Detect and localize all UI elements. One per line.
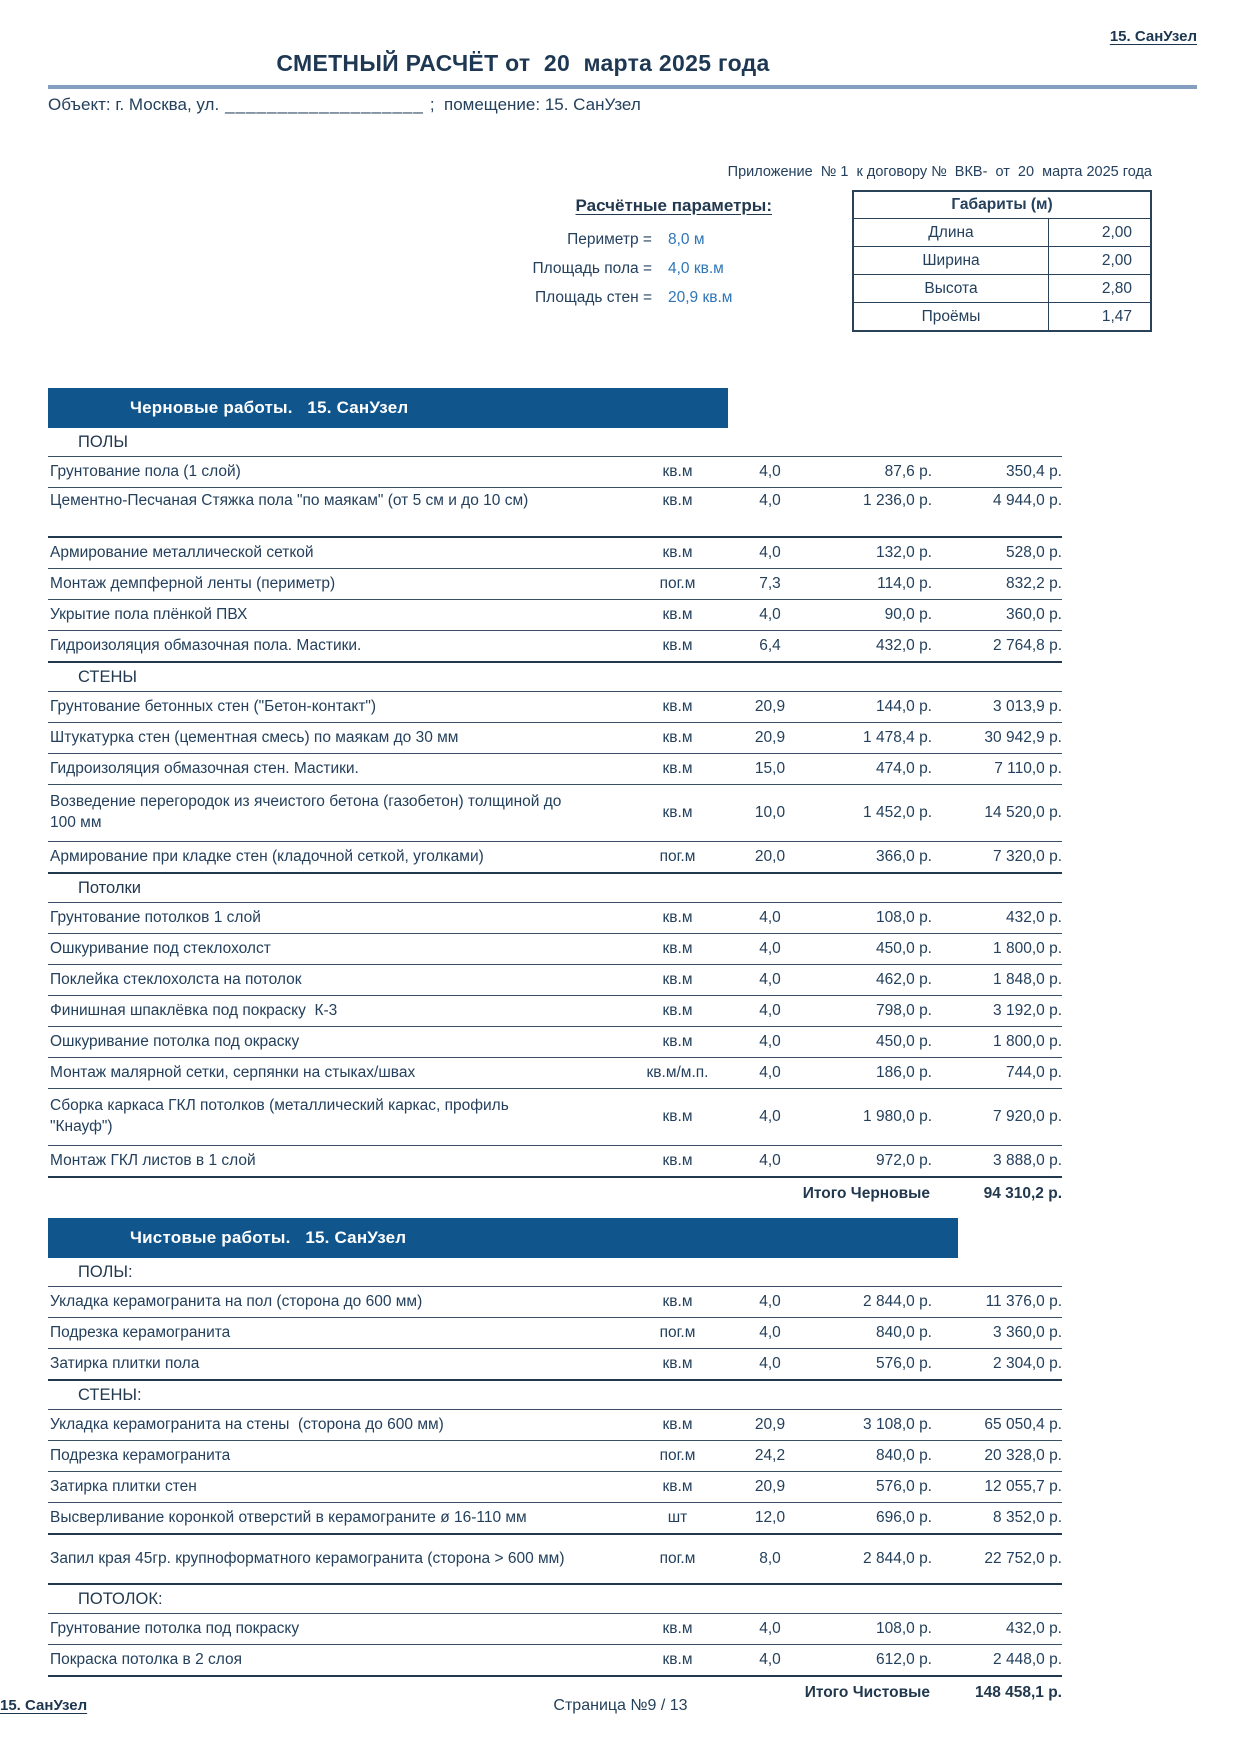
row-description: Затирка плитки стен xyxy=(50,1478,197,1495)
calc-params-heading: Расчётные параметры: xyxy=(575,196,772,215)
page-number: Страница №9 / 13 xyxy=(553,1697,688,1714)
estimate-row xyxy=(48,692,1062,723)
row-total: 4 944,0 р. xyxy=(993,492,1062,509)
row-unit-price: 108,0 р. xyxy=(875,909,932,926)
row-quantity: 6,4 xyxy=(759,637,781,654)
row-total: 65 050,4 р. xyxy=(984,1416,1062,1433)
row-unit: кв.м xyxy=(662,1002,693,1019)
row-unit: кв.м xyxy=(662,804,693,821)
estimate-row xyxy=(48,996,1062,1027)
row-description: Затирка плитки пола xyxy=(50,1355,200,1372)
row-unit: кв.м xyxy=(662,1355,693,1372)
group-header: СТЕНЫ: xyxy=(48,1381,1062,1410)
row-quantity: 4,0 xyxy=(759,1293,781,1310)
section-total-label: Итого Черновые xyxy=(802,1185,930,1202)
row-unit: пог.м xyxy=(659,575,696,592)
row-total: 528,0 р. xyxy=(1005,544,1062,561)
dimension-label: Высота xyxy=(854,275,1049,302)
estimate-row xyxy=(48,1318,1062,1349)
row-description: Сборка каркаса ГКЛ потолков (металлический каркас, профиль "Кнауф") xyxy=(50,1097,509,1135)
row-unit-price: 108,0 р. xyxy=(875,1620,932,1637)
row-description: Грунтование пола (1 слой) xyxy=(50,463,241,480)
dimension-value: 2,00 xyxy=(1101,224,1132,241)
row-description: Гидроизоляция обмазочная стен. Мастики. xyxy=(50,760,359,777)
section-total-row xyxy=(48,1178,1062,1210)
row-quantity: 4,0 xyxy=(759,1002,781,1019)
row-quantity: 4,0 xyxy=(759,1064,781,1081)
estimate-row xyxy=(48,965,1062,996)
row-unit-price: 450,0 р. xyxy=(875,940,932,957)
estimate-row xyxy=(48,903,1062,934)
row-description: Подрезка керамогранита xyxy=(50,1447,231,1464)
row-description: Грунтование потолков 1 слой xyxy=(50,909,261,926)
dimension-label: Проёмы xyxy=(854,303,1049,330)
estimate-row xyxy=(48,1349,1062,1381)
row-quantity: 20,9 xyxy=(754,729,786,746)
row-unit: кв.м xyxy=(662,1620,693,1637)
section-banner: Чистовые работы. 15. СанУзел xyxy=(48,1218,958,1258)
estimate-row xyxy=(48,1058,1062,1089)
row-quantity: 4,0 xyxy=(759,1108,781,1125)
calc-param-row xyxy=(440,254,772,283)
estimate-row xyxy=(48,1146,1062,1178)
row-unit-price: 696,0 р. xyxy=(875,1509,932,1526)
row-description: Высверливание коронкой отверстий в керамограните ø 16-110 мм xyxy=(50,1509,527,1526)
object-label: Объект: г. Москва, ул. xyxy=(48,95,220,114)
estimate-row xyxy=(48,1614,1062,1645)
estimate-row xyxy=(48,934,1062,965)
row-unit-price: 798,0 р. xyxy=(875,1002,932,1019)
group-header: СТЕНЫ xyxy=(48,663,1062,692)
dimensions-table xyxy=(852,190,1152,332)
dimension-label: Длина xyxy=(854,219,1049,246)
row-total: 3 888,0 р. xyxy=(993,1152,1062,1169)
page-title: СМЕТНЫЙ РАСЧЁТ от 20 марта 2025 года xyxy=(276,50,770,76)
row-total: 7 110,0 р. xyxy=(994,760,1062,777)
row-quantity: 4,0 xyxy=(759,909,781,926)
row-unit: кв.м xyxy=(662,1416,693,1433)
section-banner: Черновые работы. 15. СанУзел xyxy=(48,388,728,428)
document-tag-top: 15. СанУзел xyxy=(1109,28,1197,45)
dimensions-table-body xyxy=(854,219,1150,330)
row-unit: кв.м xyxy=(662,1293,693,1310)
row-description: Подрезка керамогранита xyxy=(50,1324,231,1341)
estimate-row xyxy=(48,569,1062,600)
row-total: 2 304,0 р. xyxy=(993,1355,1062,1372)
row-description: Укладка керамогранита на стены (сторона до 600 мм) xyxy=(50,1416,444,1433)
section-total-value: 94 310,2 р. xyxy=(983,1185,1062,1202)
calc-param-row xyxy=(440,225,772,254)
estimate-row xyxy=(48,785,1062,842)
estimate-row xyxy=(48,538,1062,569)
row-unit-price: 576,0 р. xyxy=(875,1355,932,1372)
row-unit: кв.м xyxy=(662,1108,693,1125)
row-unit-price: 186,0 р. xyxy=(875,1064,932,1081)
dimension-value: 1,47 xyxy=(1101,308,1132,325)
row-unit: кв.м xyxy=(662,940,693,957)
estimate-row xyxy=(48,1410,1062,1441)
row-total: 3 013,9 р. xyxy=(993,698,1062,715)
estimate-row xyxy=(48,631,1062,663)
row-quantity: 4,0 xyxy=(759,1651,781,1668)
row-description: Возведение перегородок из ячеистого бетона (газобетон) толщиной до 100 мм xyxy=(50,793,562,831)
row-quantity: 4,0 xyxy=(759,971,781,988)
estimate-row xyxy=(48,754,1062,785)
row-quantity: 20,9 xyxy=(754,698,786,715)
row-description: Грунтование потолка под покраску xyxy=(50,1620,300,1637)
row-quantity: 4,0 xyxy=(759,940,781,957)
row-unit-price: 87,6 р. xyxy=(884,463,932,480)
row-description: Ошкуривание под стеклохолст xyxy=(50,940,271,957)
row-unit: кв.м xyxy=(662,760,693,777)
row-total: 832,2 р. xyxy=(1005,575,1062,592)
dimension-row xyxy=(854,303,1150,330)
row-unit: кв.м xyxy=(662,729,693,746)
dimension-row xyxy=(854,219,1150,247)
row-quantity: 20,9 xyxy=(754,1416,786,1433)
dimension-row xyxy=(854,247,1150,275)
row-unit: кв.м xyxy=(662,909,693,926)
row-quantity: 4,0 xyxy=(759,1355,781,1372)
object-line xyxy=(48,95,641,115)
estimate-row xyxy=(48,488,1062,538)
row-unit-price: 474,0 р. xyxy=(875,760,932,777)
row-description: Монтаж ГКЛ листов в 1 слой xyxy=(50,1152,256,1169)
row-description: Поклейка стеклохолста на потолок xyxy=(50,971,302,988)
row-total: 1 800,0 р. xyxy=(993,940,1062,957)
row-description: Покраска потолка в 2 слоя xyxy=(50,1651,243,1668)
estimate-row xyxy=(48,457,1062,488)
row-unit: пог.м xyxy=(659,1324,696,1341)
row-quantity: 4,0 xyxy=(759,1033,781,1050)
estimate-row xyxy=(48,1645,1062,1677)
calc-param-row xyxy=(440,283,772,312)
row-unit-price: 462,0 р. xyxy=(875,971,932,988)
row-total: 2 448,0 р. xyxy=(993,1651,1062,1668)
row-unit-price: 576,0 р. xyxy=(875,1478,932,1495)
row-description: Гидроизоляция обмазочная пола. Мастики. xyxy=(50,637,362,654)
calc-params xyxy=(440,196,772,312)
row-unit: пог.м xyxy=(659,848,696,865)
row-unit: кв.м xyxy=(662,971,693,988)
row-unit-price: 1 236,0 р. xyxy=(863,492,932,509)
row-unit-price: 840,0 р. xyxy=(875,1324,932,1341)
estimate-row xyxy=(48,842,1062,874)
row-total: 744,0 р. xyxy=(1005,1064,1062,1081)
row-unit: кв.м/м.п. xyxy=(646,1064,709,1081)
row-total: 7 920,0 р. xyxy=(993,1108,1062,1125)
dimensions-table-header: Габариты (м) xyxy=(854,192,1150,219)
row-unit: кв.м xyxy=(662,1033,693,1050)
row-description: Армирование металлической сеткой xyxy=(50,544,314,561)
row-unit-price: 612,0 р. xyxy=(875,1651,932,1668)
row-unit: шт xyxy=(667,1509,688,1526)
row-quantity: 4,0 xyxy=(759,1620,781,1637)
row-unit-price: 432,0 р. xyxy=(875,637,932,654)
estimate-row xyxy=(48,1287,1062,1318)
row-quantity: 20,9 xyxy=(754,1478,786,1495)
estimate-row xyxy=(48,1535,1062,1585)
row-unit: кв.м xyxy=(662,698,693,715)
row-unit-price: 2 844,0 р. xyxy=(863,1550,932,1567)
row-description: Монтаж демпферной ленты (периметр) xyxy=(50,575,336,592)
row-description: Запил края 45гр. крупноформатного керамогранита (сторона > 600 мм) xyxy=(50,1550,565,1567)
row-quantity: 4,0 xyxy=(759,544,781,561)
row-unit-price: 114,0 р. xyxy=(877,575,932,592)
row-unit: кв.м xyxy=(662,1651,693,1668)
param-value: 20,9 кв.м xyxy=(668,289,733,306)
row-unit-price: 1 980,0 р. xyxy=(863,1108,932,1125)
row-unit-price: 90,0 р. xyxy=(884,606,932,623)
row-quantity: 20,0 xyxy=(754,848,786,865)
row-description: Цементно-Песчаная Стяжка пола "по маякам" (от 5 см и до 10 см) xyxy=(50,492,529,509)
row-unit: кв.м xyxy=(662,544,693,561)
row-quantity: 4,0 xyxy=(759,1324,781,1341)
document-tag-bottom: 15. СанУзел xyxy=(0,1697,88,1714)
row-description: Штукатурка стен (цементная смесь) по маякам до 30 мм xyxy=(50,729,459,746)
row-unit: кв.м xyxy=(662,606,693,623)
row-description: Монтаж малярной сетки, серпянки на стыках/швах xyxy=(50,1064,416,1081)
section-total-value: 148 458,1 р. xyxy=(974,1684,1062,1701)
row-total: 3 192,0 р. xyxy=(993,1002,1062,1019)
row-description: Грунтование бетонных стен ("Бетон-контакт") xyxy=(50,698,377,715)
row-unit: кв.м xyxy=(662,492,693,509)
estimate-tables xyxy=(48,388,1062,1709)
estimate-row xyxy=(48,1027,1062,1058)
row-total: 3 360,0 р. xyxy=(993,1324,1062,1341)
group-header: ПОТОЛОК: xyxy=(48,1585,1062,1614)
row-unit-price: 2 844,0 р. xyxy=(863,1293,932,1310)
row-unit-price: 132,0 р. xyxy=(875,544,932,561)
estimate-row xyxy=(48,1089,1062,1146)
estimate-row xyxy=(48,1441,1062,1472)
dimension-row xyxy=(854,275,1150,303)
row-quantity: 15,0 xyxy=(754,760,786,777)
row-unit-price: 972,0 р. xyxy=(875,1152,932,1169)
row-total: 14 520,0 р. xyxy=(984,804,1062,821)
row-total: 350,4 р. xyxy=(1005,463,1062,480)
title-divider xyxy=(48,85,1197,89)
row-total: 20 328,0 р. xyxy=(984,1447,1062,1464)
param-value: 4,0 кв.м xyxy=(668,260,724,277)
row-quantity: 8,0 xyxy=(759,1550,781,1567)
row-total: 8 352,0 р. xyxy=(993,1509,1062,1526)
row-unit-price: 1 478,4 р. xyxy=(863,729,932,746)
row-total: 432,0 р. xyxy=(1005,909,1062,926)
dimension-value: 2,00 xyxy=(1101,252,1132,269)
row-quantity: 12,0 xyxy=(754,1509,786,1526)
estimate-row xyxy=(48,723,1062,754)
row-quantity: 7,3 xyxy=(759,575,781,592)
calc-params-rows xyxy=(440,225,772,312)
param-value: 8,0 м xyxy=(668,231,705,248)
row-total: 2 764,8 р. xyxy=(993,637,1062,654)
row-quantity: 4,0 xyxy=(759,492,781,509)
row-unit: пог.м xyxy=(659,1550,696,1567)
param-label: Периметр = xyxy=(567,231,652,248)
row-unit-price: 450,0 р. xyxy=(875,1033,932,1050)
row-quantity: 24,2 xyxy=(754,1447,786,1464)
row-unit: кв.м xyxy=(662,1478,693,1495)
row-total: 11 376,0 р. xyxy=(985,1293,1062,1310)
group-header: ПОЛЫ xyxy=(48,428,1062,457)
group-header: ПОЛЫ: xyxy=(48,1258,1062,1287)
row-total: 30 942,9 р. xyxy=(984,729,1062,746)
param-label: Площадь пола = xyxy=(532,260,652,277)
group-header: Потолки xyxy=(48,874,1062,903)
row-unit-price: 366,0 р. xyxy=(875,848,932,865)
estimate-row xyxy=(48,1503,1062,1535)
room-label: ; помещение: 15. СанУзел xyxy=(429,95,641,114)
row-unit: кв.м xyxy=(662,1152,693,1169)
row-unit-price: 1 452,0 р. xyxy=(863,804,932,821)
row-total: 1 800,0 р. xyxy=(993,1033,1062,1050)
row-total: 12 055,7 р. xyxy=(984,1478,1062,1495)
row-unit-price: 840,0 р. xyxy=(875,1447,932,1464)
row-description: Финишная шпаклёвка под покраску К-3 xyxy=(50,1002,338,1019)
dimension-value: 2,80 xyxy=(1101,280,1132,297)
row-total: 22 752,0 р. xyxy=(984,1550,1062,1567)
row-unit: кв.м xyxy=(662,463,693,480)
row-quantity: 4,0 xyxy=(759,606,781,623)
row-total: 360,0 р. xyxy=(1005,606,1062,623)
row-quantity: 4,0 xyxy=(759,1152,781,1169)
row-description: Ошкуривание потолка под окраску xyxy=(50,1033,300,1050)
estimate-section xyxy=(48,1218,1062,1709)
row-quantity: 10,0 xyxy=(754,804,786,821)
row-description: Армирование при кладке стен (кладочной сеткой, уголками) xyxy=(50,848,484,865)
row-description: Укладка керамогранита на пол (сторона до 600 мм) xyxy=(50,1293,423,1310)
row-total: 432,0 р. xyxy=(1005,1620,1062,1637)
annex-line: Приложение № 1 к договору № ВКВ- от 20 марта 2025 года xyxy=(727,164,1152,180)
row-description: Укрытие пола плёнкой ПВХ xyxy=(50,606,248,623)
section-total-label: Итого Чистовые xyxy=(804,1684,930,1701)
row-quantity: 4,0 xyxy=(759,463,781,480)
estimate-row xyxy=(48,1472,1062,1503)
row-unit-price: 144,0 р. xyxy=(875,698,932,715)
row-total: 7 320,0 р. xyxy=(993,848,1062,865)
param-label: Площадь стен = xyxy=(535,289,652,306)
estimate-row xyxy=(48,600,1062,631)
estimate-section xyxy=(48,388,1062,1210)
row-unit: кв.м xyxy=(662,637,693,654)
row-total: 1 848,0 р. xyxy=(993,971,1062,988)
dimension-label: Ширина xyxy=(854,247,1049,274)
street-blank-field: ___________________ xyxy=(225,95,424,114)
row-unit-price: 3 108,0 р. xyxy=(863,1416,932,1433)
row-unit: пог.м xyxy=(659,1447,696,1464)
